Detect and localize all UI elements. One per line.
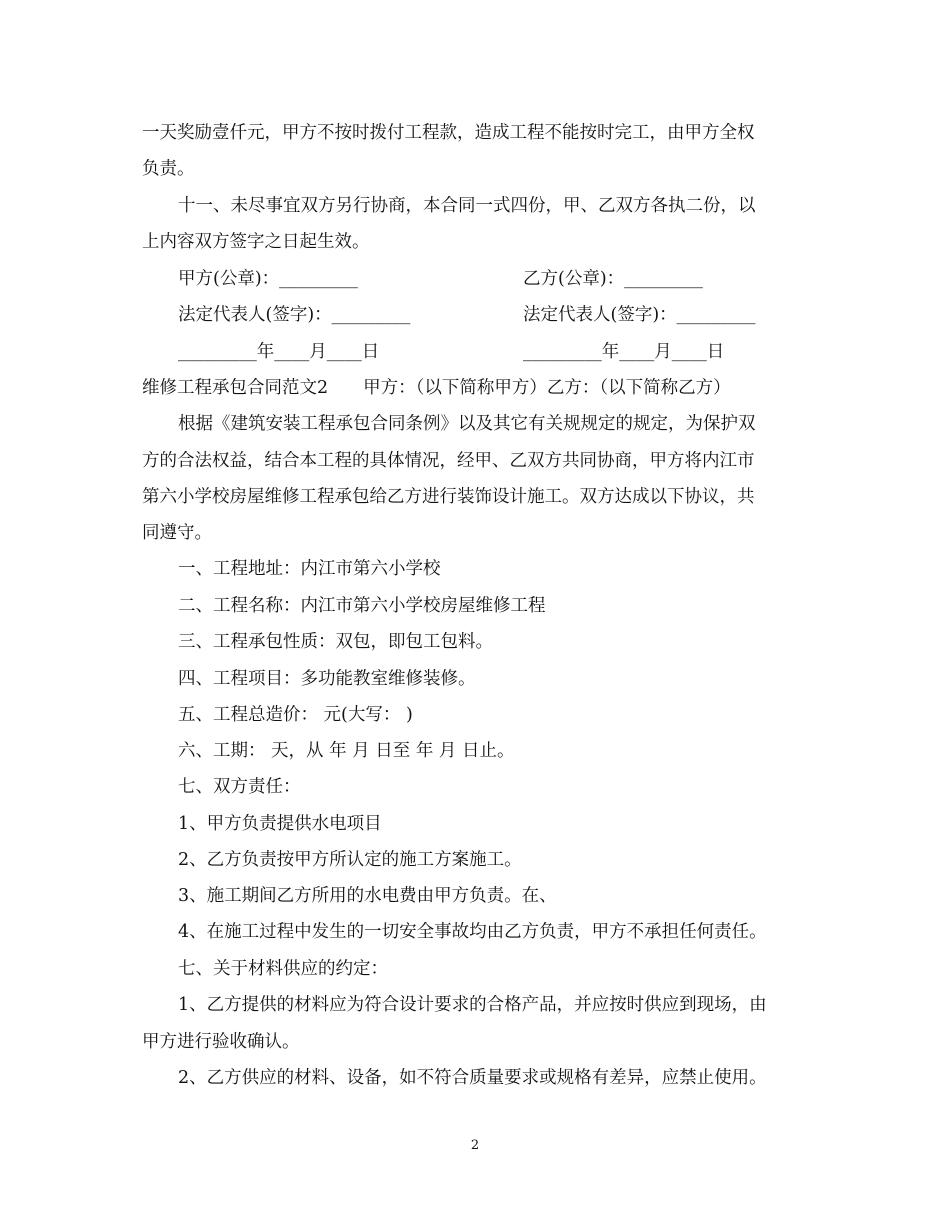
paragraph-line: 上内容双方签字之日起生效。 (142, 232, 370, 252)
paragraph-line: 负责。 (142, 159, 195, 179)
clause-line: 七、双方责任： (178, 777, 301, 797)
paragraph-line: 第六小学校房屋维修工程承包给乙方进行装饰设计施工。双方达成以下协议，共 (142, 487, 755, 507)
clause-line: 甲方进行验收确认。 (142, 1032, 300, 1052)
section-heading: 维修工程承包合同范文2 甲方：（以下简称甲方）乙方：（以下简称乙方） (142, 378, 731, 398)
clause-line: 二、工程名称：内江市第六小学校房屋维修工程 (178, 596, 546, 616)
paragraph-line: 方的合法权益，结合本工程的具体情况，经甲、乙双方共同协商，甲方将内江市 (142, 451, 755, 471)
clause-line: 3、施工期间乙方所用的水电费由甲方负责。在、 (178, 886, 557, 906)
clause-line: 三、工程承包性质：双包，即包工包料。 (178, 632, 493, 652)
party-a-date: _________年____月____日 (178, 342, 380, 362)
party-b-seal: 乙方(公章)：_________ (523, 269, 703, 289)
paragraph-line: 根据《建筑安装工程承包合同条例》以及其它有关规规定的规定，为保护双 (178, 414, 756, 434)
party-b-representative: 法定代表人(签字)：_________ (523, 305, 756, 325)
party-a-seal: 甲方(公章)：_________ (178, 269, 358, 289)
paragraph-line: 十一、未尽事宜双方另行协商，本合同一式四份，甲、乙双方各执二份，以 (178, 196, 756, 216)
clause-line: 四、工程项目：多功能教室维修装修。 (178, 669, 476, 689)
party-a-representative: 法定代表人(签字)：_________ (178, 305, 411, 325)
clause-line: 五、工程总造价： 元(大写： ) (178, 705, 413, 725)
clause-line: 1、乙方提供的材料应为符合设计要求的合格产品，并应按时供应到现场，由 (178, 995, 767, 1015)
paragraph-line: 同遵守。 (142, 523, 212, 543)
clause-line: 1、甲方负责提供水电项目 (178, 814, 382, 834)
clause-line: 2、乙方负责按甲方所认定的施工方案施工。 (178, 850, 522, 870)
clause-line: 4、在施工过程中发生的一切安全事故均由乙方负责，甲方不承担任何责任。 (178, 922, 767, 942)
page-number: 2 (470, 1138, 480, 1153)
clause-line: 六、工期： 天，从 年 月 日至 年 月 日止。 (178, 741, 515, 761)
clause-line: 七、关于材料供应的约定： (178, 959, 388, 979)
party-b-date: _________年____月____日 (523, 342, 725, 362)
clause-line: 一、工程地址：内江市第六小学校 (178, 559, 441, 579)
clause-line: 2、乙方供应的材料、设备，如不符合质量要求或规格有差异，应禁止使用。 (178, 1068, 767, 1088)
paragraph-line: 一天奖励壹仟元，甲方不按时拨付工程款，造成工程不能按时完工，由甲方全权 (142, 123, 755, 143)
